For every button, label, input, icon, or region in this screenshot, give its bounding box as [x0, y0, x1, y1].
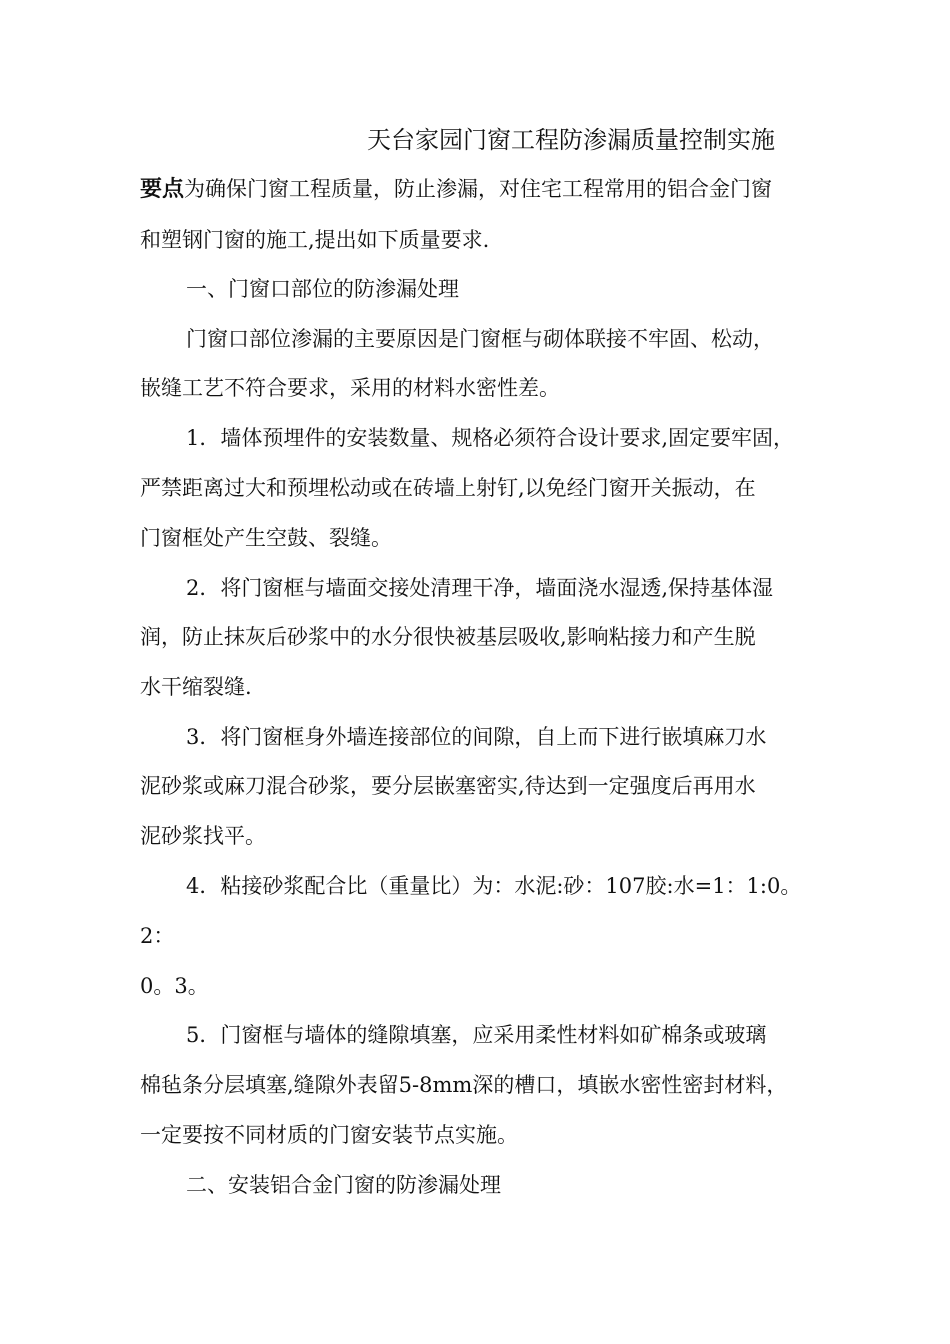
item-5-line: 棉毡条分层填塞,缝隙外表留5-8mm深的槽口，填嵌水密性密封材料， [140, 1073, 788, 1097]
intro-line-2: 和塑钢门窗的施工,提出如下质量要求. [140, 228, 490, 252]
intro-lead: 要点 [140, 177, 185, 202]
item-3-line: 泥砂浆找平。 [140, 824, 266, 848]
item-5-line: 一定要按不同材质的门窗安装节点实施。 [140, 1123, 518, 1147]
item-1-line: 1．墙体预埋件的安装数量、规格必须符合设计要求,固定要牢固， [186, 426, 795, 450]
item-4-line: 4．粘接砂浆配合比（重量比）为：水泥:砂：107胶:水=1：1:0。 [186, 874, 802, 898]
item-5-line: 5．门窗框与墙体的缝隙填塞，应采用柔性材料如矿棉条或玻璃 [186, 1023, 767, 1047]
item-2-line: 润，防止抹灰后砂浆中的水分很快被基层吸收,影响粘接力和产生脱 [140, 625, 756, 649]
item-1-line: 严禁距离过大和预埋松动或在砖墙上射钉,以免经门窗开关振动，在 [140, 476, 756, 500]
item-2-line: 2．将门窗框与墙面交接处清理干净，墙面浇水湿透,保持基体湿 [186, 576, 774, 600]
document-title: 天台家园门窗工程防渗漏质量控制实施 [367, 126, 775, 154]
section-2-heading: 二、安装铝合金门窗的防渗漏处理 [186, 1173, 501, 1197]
item-3-line: 泥砂浆或麻刀混合砂浆，要分层嵌塞密实,待达到一定强度后再用水 [140, 774, 756, 798]
section-1-heading: 一、门窗口部位的防渗漏处理 [186, 277, 459, 301]
paragraph-line: 嵌缝工艺不符合要求，采用的材料水密性差。 [140, 376, 560, 400]
intro-line-1 [140, 174, 772, 205]
item-1-line: 门窗框处产生空鼓、裂缝。 [140, 526, 392, 550]
intro-text-1: 为确保门窗工程质量，防止渗漏，对住宅工程常用的铝合金门窗 [184, 177, 773, 201]
item-3-line: 3．将门窗框身外墙连接部位的间隙，自上而下进行嵌填麻刀水 [186, 725, 767, 749]
item-4-line: 0。3。 [140, 974, 209, 998]
item-4-line: 2： [140, 924, 175, 948]
paragraph-line: 门窗口部位渗漏的主要原因是门窗框与砌体联接不牢固、松动， [186, 327, 774, 351]
item-2-line: 水干缩裂缝. [140, 675, 252, 699]
